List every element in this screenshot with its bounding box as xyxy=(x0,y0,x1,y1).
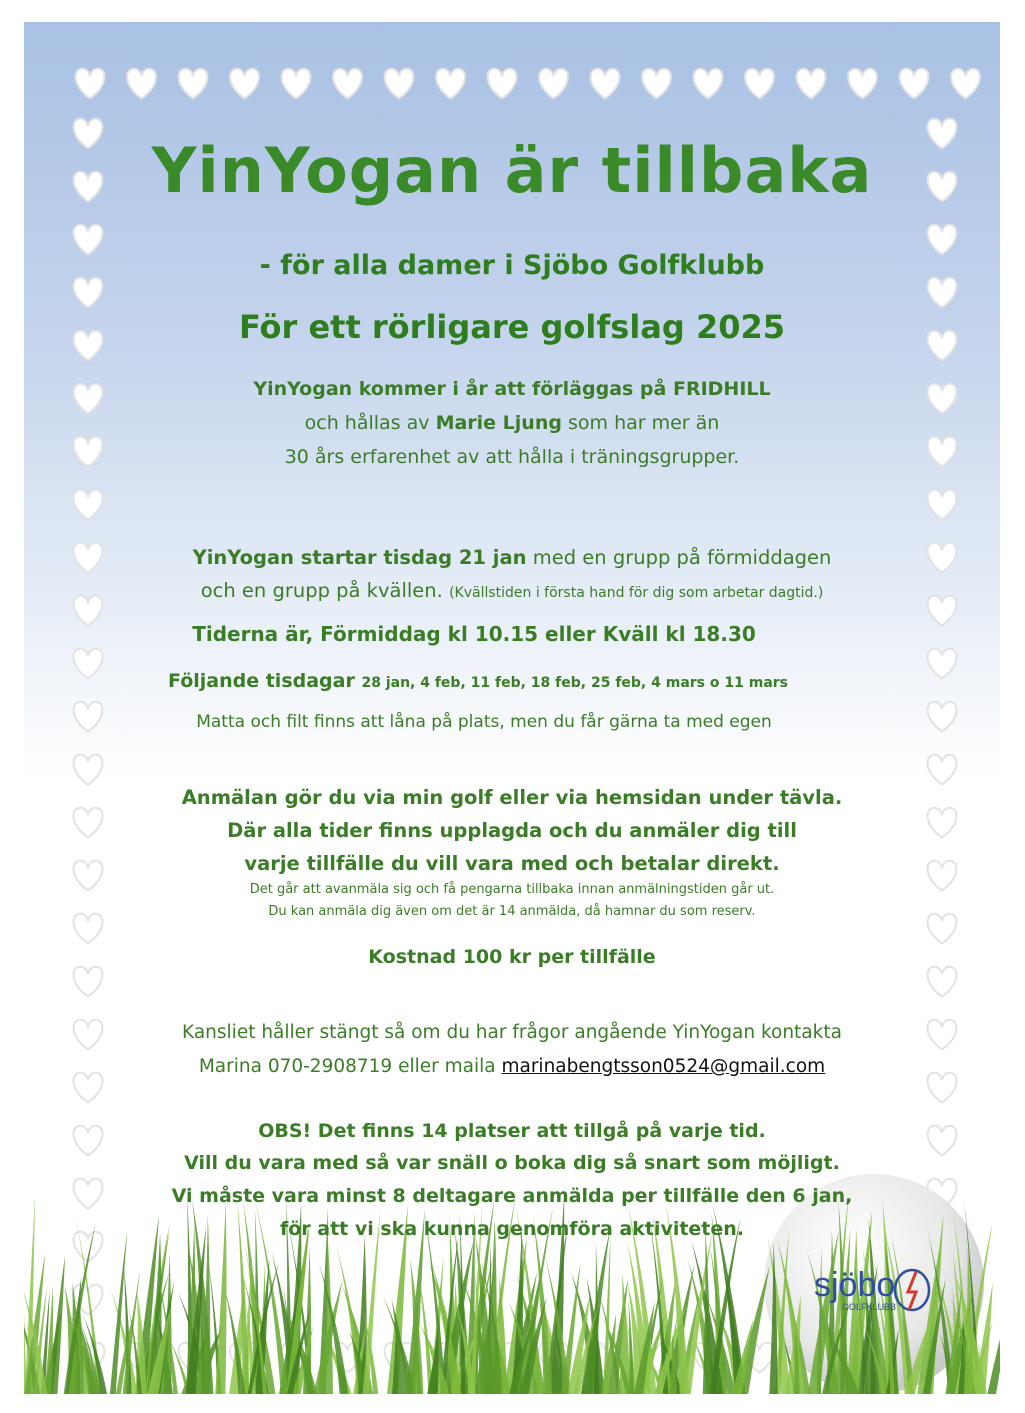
intro-text: och hållas av xyxy=(304,412,436,434)
signup-line-2: Där alla tider finns upplagda och du anmäler dig till xyxy=(227,819,797,842)
poster-content xyxy=(24,22,1000,1394)
times: Tiderna är, Förmiddag kl 10.15 eller Kväll kl 18.30 xyxy=(192,622,756,646)
obs-line-2: Vill du vara med så var snäll o boka dig så snart som möjligt. xyxy=(184,1152,840,1174)
obs-line-3: Vi måste vara minst 8 deltagare anmälda per tillfälle den 6 jan, xyxy=(171,1185,853,1207)
contact-email-link[interactable]: marinabengtsson0524@gmail.com xyxy=(501,1056,826,1077)
subtitle-audience: - för alla damer i Sjöbo Golfklubb xyxy=(259,250,765,281)
evening-note: (Kvällstiden i första hand för dig som arbetar dagtid.) xyxy=(449,585,824,601)
following-tuesdays xyxy=(24,670,966,692)
logo-name: sjöbo xyxy=(814,1266,896,1304)
intro-line-2 xyxy=(24,412,1000,434)
evening-group: och en grupp på kvällen. xyxy=(200,579,450,602)
start-date: YinYogan startar tisdag 21 jan xyxy=(192,546,527,569)
signup-line-1: Anmälan gör du via min golf eller via hemsidan under tävla. xyxy=(181,786,843,809)
signup-note-2: Du kan anmäla dig även om det är 14 anmälda, då hamnar du som reserv. xyxy=(268,904,756,919)
signup-line-3: varje tillfälle du vill vara med och betalar direkt. xyxy=(244,852,780,875)
mat-info: Matta och filt finns att låna på plats, men du får gärna ta med egen xyxy=(196,712,772,732)
start-text: med en grupp på förmiddagen xyxy=(526,546,832,569)
following-label: Följande tisdagar xyxy=(167,670,362,692)
poster xyxy=(24,22,1000,1394)
sjobo-golfklubb-logo xyxy=(812,1252,942,1322)
obs-line-4: för att vi ska kunna genomföra aktiviteten. xyxy=(279,1218,745,1240)
intro-line-3: 30 års erfarenhet av att hålla i träningsgrupper. xyxy=(284,446,740,468)
obs-line-1: OBS! Det finns 14 platser att tillgå på varje tid. xyxy=(258,1120,766,1142)
logo-sub: GOLFKLUBB xyxy=(842,1302,897,1312)
signup-note-1: Det går att avanmäla sig och få pengarna tillbaka innan anmälningstiden går ut. xyxy=(249,882,775,897)
subtitle-goal: För ett rörligare golfslag 2025 xyxy=(238,308,785,346)
cost: Kostnad 100 kr per tillfälle xyxy=(368,946,656,968)
intro-location-text: YinYogan kommer i år att förläggas på xyxy=(253,378,673,400)
contact-line-1: Kansliet håller stängt så om du har frågor angående YinYogan kontakta xyxy=(182,1022,842,1043)
intro-text-2: som har mer än xyxy=(561,412,720,434)
contact-line-2 xyxy=(24,1056,1000,1077)
intro-location: FRIDHILL xyxy=(672,378,771,400)
instructor-name: Marie Ljung xyxy=(435,412,562,434)
following-dates: 28 jan, 4 feb, 11 feb, 18 feb, 25 feb, 4 mars o 11 mars xyxy=(361,675,788,691)
start-line-2 xyxy=(24,579,1000,602)
contact-phone: Marina 070-2908719 eller maila xyxy=(198,1056,502,1077)
poster-title: YinYogan är tillbaka xyxy=(151,134,873,207)
start-line-1 xyxy=(24,546,1000,569)
intro-line-1 xyxy=(24,378,1000,400)
